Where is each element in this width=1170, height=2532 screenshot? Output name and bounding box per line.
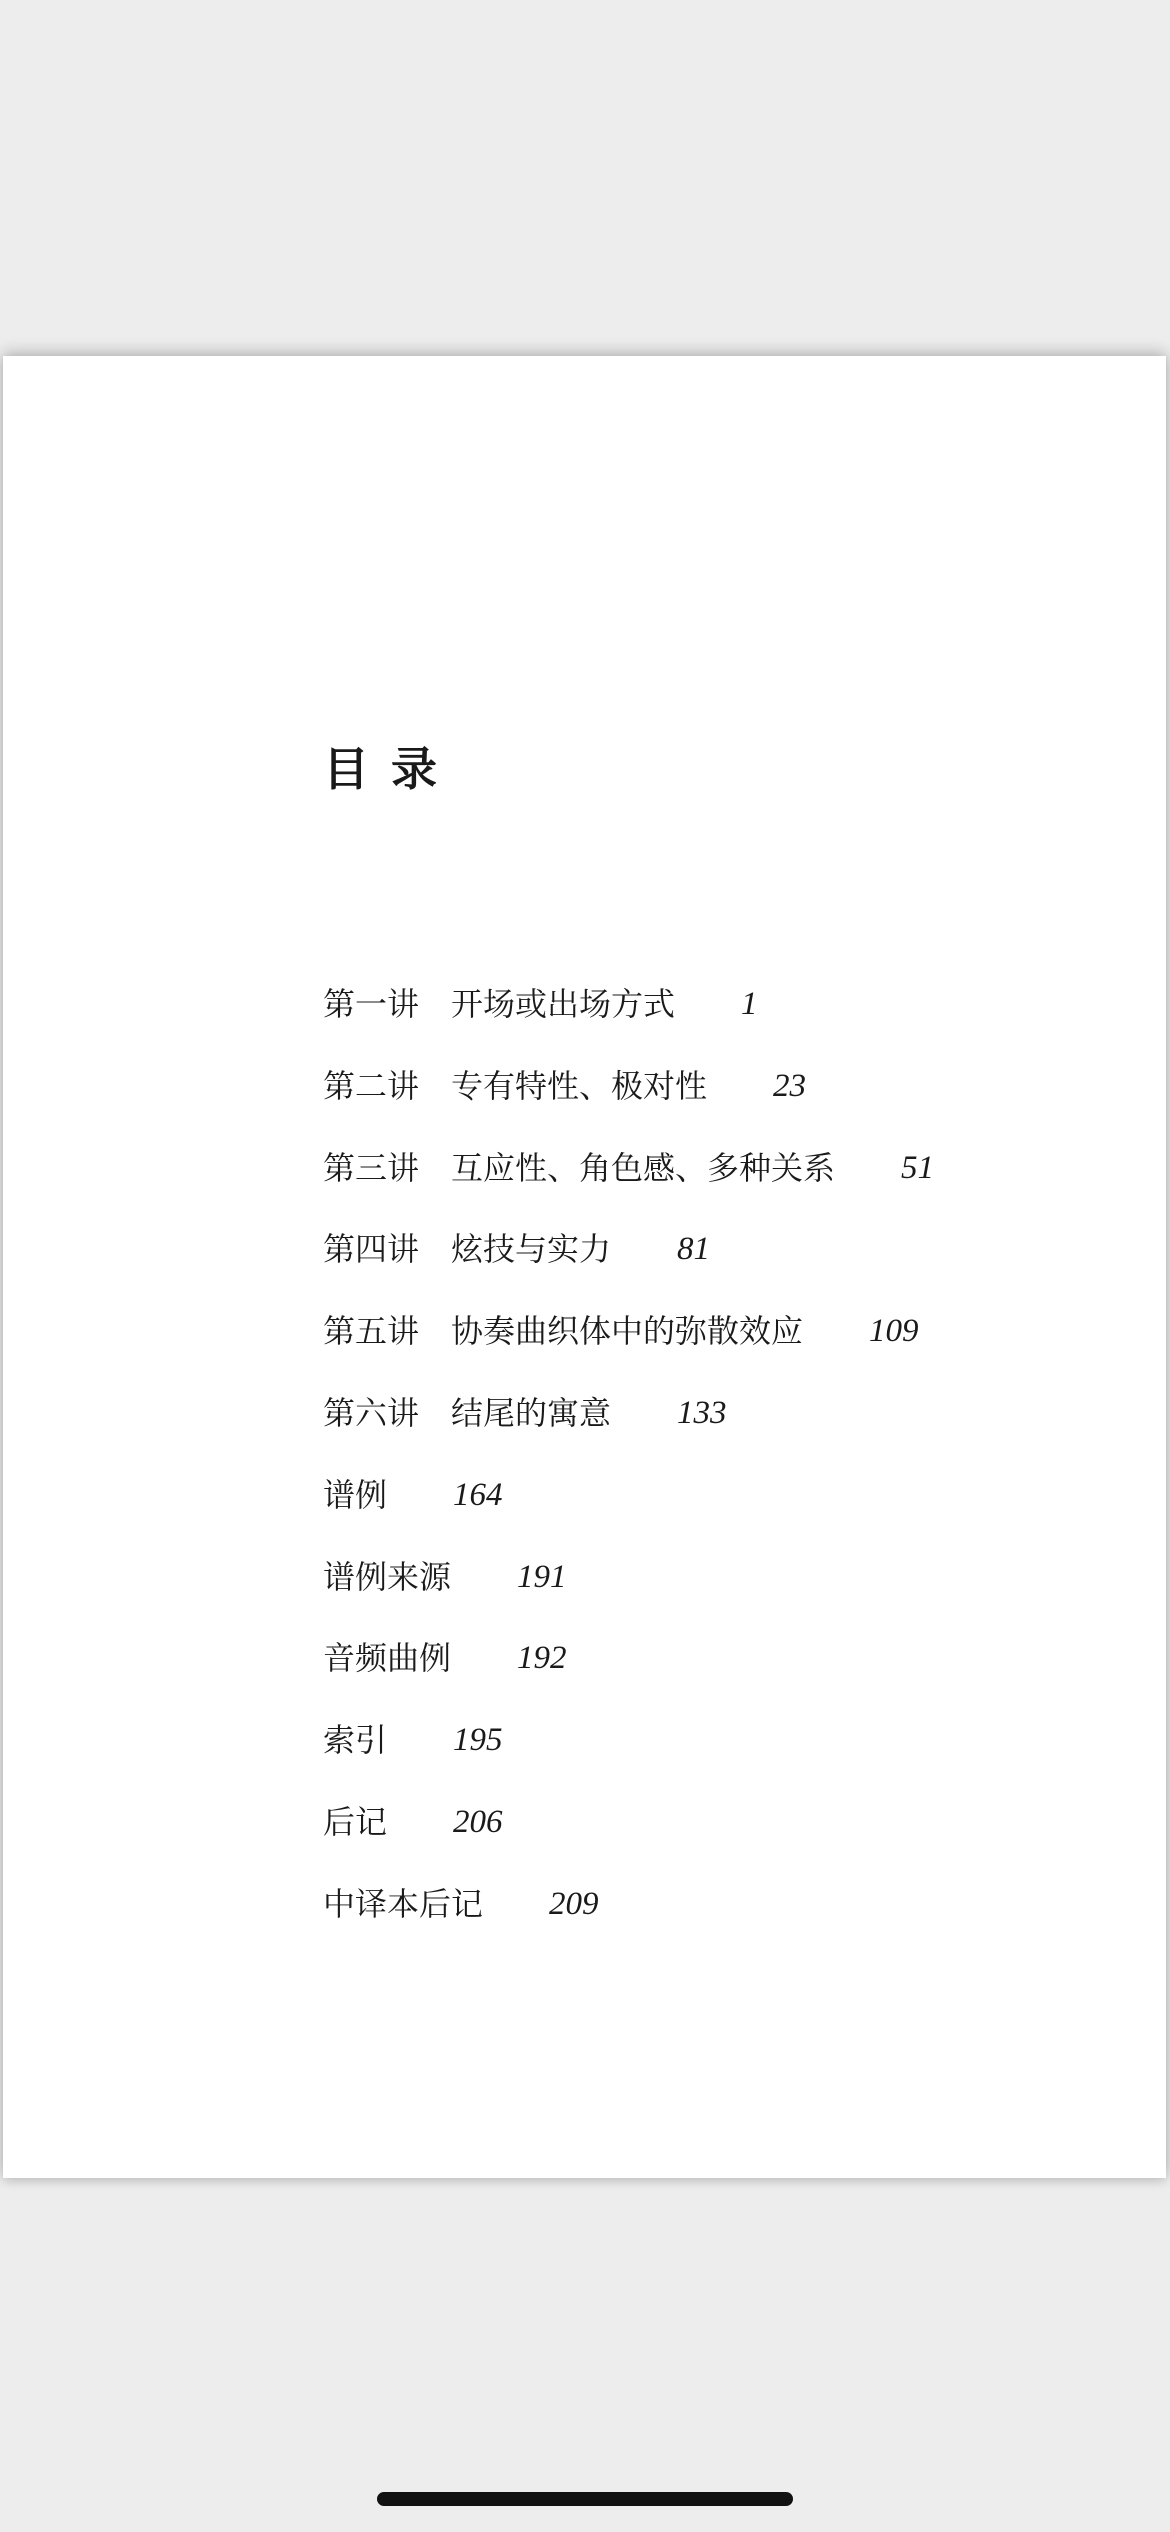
toc-entry-page: 133: [677, 1394, 727, 1431]
toc-title: 目录: [323, 742, 459, 796]
toc-entry[interactable]: [323, 1230, 934, 1315]
toc-entry-page: 51: [901, 1149, 935, 1186]
toc-entry[interactable]: [323, 1557, 934, 1643]
toc-entry-label: 第三讲 互应性、角色感、多种关系: [323, 1148, 836, 1187]
toc-entry-page: 23: [773, 1067, 807, 1104]
home-indicator[interactable]: [377, 2492, 793, 2506]
toc-entry-label: 第五讲 协奏曲织体中的弥散效应: [323, 1312, 804, 1351]
toc-entry[interactable]: [323, 1148, 935, 1234]
toc-entry-label: 后记: [323, 1802, 388, 1841]
toc-entry[interactable]: [323, 1393, 934, 1479]
toc-entry[interactable]: [323, 1884, 934, 1970]
toc-entry-page: 1: [741, 986, 758, 1022]
toc-entry-page: 192: [517, 1640, 567, 1677]
toc-entry-label: 第一讲 开场或出场方式: [323, 985, 676, 1023]
toc-entry-page: 81: [677, 1231, 711, 1268]
toc-entry-page: 191: [517, 1558, 567, 1595]
toc-entry-label: 索引: [323, 1721, 388, 1760]
toc-entry-label: 谱例来源: [323, 1557, 452, 1596]
toc-entry-label: 第四讲 炫技与实力: [323, 1230, 612, 1269]
toc-entry-label: 音频曲例: [323, 1639, 452, 1678]
toc-list: [323, 985, 935, 1970]
toc-entry[interactable]: [323, 1066, 934, 1152]
toc-entry-label: 第二讲 专有特性、极对性: [323, 1066, 708, 1105]
toc-entry-label: 谱例: [323, 1475, 388, 1514]
toc-entry[interactable]: [323, 1639, 934, 1724]
toc-entry-label: 中译本后记: [323, 1884, 484, 1923]
toc-entry[interactable]: [323, 1312, 934, 1397]
toc-entry-page: 195: [453, 1722, 503, 1759]
toc-entry[interactable]: [323, 1721, 934, 1806]
toc-entry-page: 209: [549, 1885, 599, 1922]
document-page: [3, 356, 1166, 2178]
toc-entry-page: 164: [453, 1476, 503, 1513]
toc-entry-label: 第六讲 结尾的寓意: [323, 1393, 612, 1432]
toc-entry[interactable]: [323, 985, 934, 1070]
toc-entry-page: 109: [869, 1313, 919, 1350]
toc-entry-page: 206: [453, 1803, 503, 1840]
toc-entry[interactable]: [323, 1475, 934, 1561]
toc-entry[interactable]: [323, 1802, 934, 1888]
